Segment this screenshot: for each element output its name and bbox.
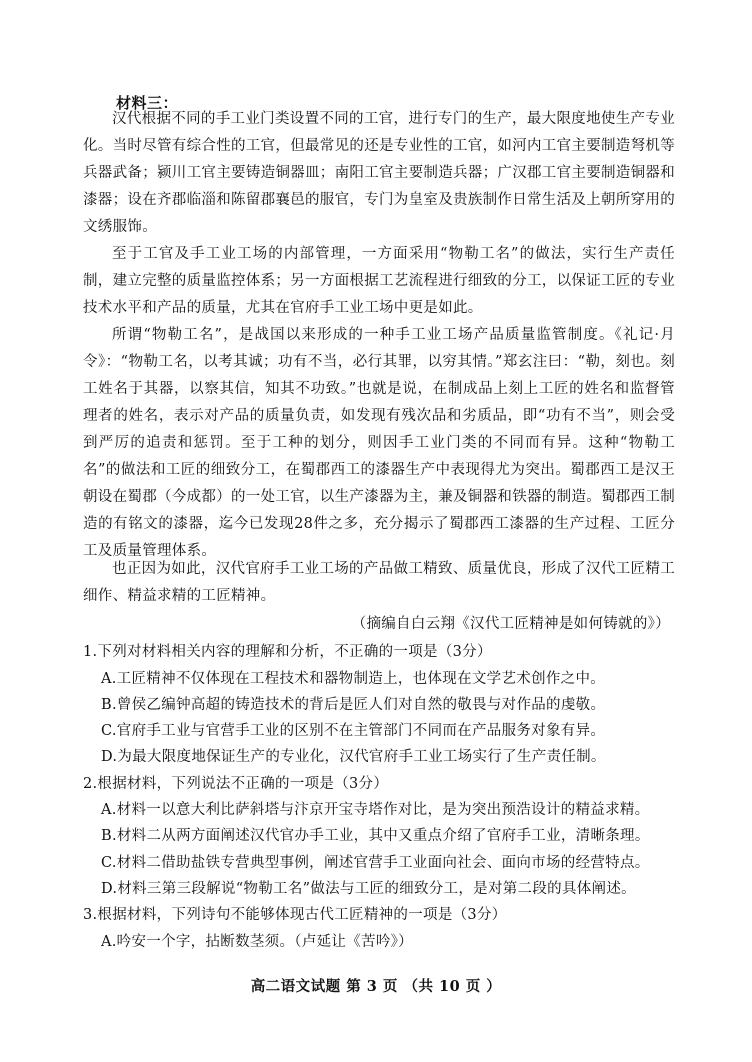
question-3-stem: 3.根据材料，下列诗句不能够体现古代工匠精神的一项是（3分） — [83, 907, 507, 923]
question-2-option-b: B.材料二从两方面阐述汉代官办手工业，其中又重点介绍了官府手工业，清晰条理。 — [101, 828, 650, 844]
paragraph-2: 至于工官及手工业工场的内部管理，一方面采用“物勒工名”的做法，实行生产责任制，建立完整的质量监控体系；另一方面根据工艺流程进行细致的分工，以保证工匠的专业技术水平和产品的质量，尤其在官府手工业工场中更是如此。 — [83, 246, 675, 316]
question-1-option-d: D.为最大限度地保证生产的专业化，汉代官府手工业工场实行了生产责任制。 — [101, 749, 606, 765]
question-1-option-c: C.官府手工业与官营手工业的区别不在主管部门不同而在产品服务对象有异。 — [101, 723, 606, 739]
question-2-option-a: A.材料一以意大利比萨斜塔与汴京开宝寺塔作对比，是为突出预浩设计的精益求精。 — [101, 802, 650, 818]
question-1-option-b: B.曾侯乙编钟高超的铸造技术的背后是匠人们对自然的敬畏与对作品的虔敬。 — [101, 697, 606, 713]
paragraph-3: 所谓“物勒工名”，是战国以来形成的一种手工业工场产品质量监管制度。《礼记·月令》：“物勒工名，以考其诚；功有不当，必行其罪，以穷其情。”郑玄注曰：“勒，刻也。刻工姓名于其器，以察其信，知其不功致。”也就是说，在制成品上刻上工匠的姓名和监督管理者的姓名，表示对产品的质量负责，如发现有残次品和劣质品，即“功有不当”，则会受到严厉的追责和惩罚。至于工种的划分，则因手工业门类的不同而有异。这种“物勒工名”的做法和工匠的细致分工，在蜀郡西工的漆器生产中表现得尤为突出。蜀郡西工是汉王朝设在蜀郡（今成都）的一处工官，以生产漆器为主，兼及铜器和铁器的制造。蜀郡西工制造的有铭文的漆器，迄今已发现28件之多，充分揭示了蜀郡西工漆器的生产过程、工匠分工及质量管理体系。 — [83, 327, 675, 559]
paragraph-4: 也正因为如此，汉代官府手工业工场的产品做工精致、质量优良，形成了汉代工匠精工细作、精益求精的工匠精神。 — [83, 561, 675, 604]
question-2-option-c: C.材料二借助盐铁专营典型事例，阐述官营手工业面向社会、面向市场的经营特点。 — [101, 855, 650, 871]
question-1-stem: 1.下列对材料相关内容的理解和分析，不正确的一项是（3分） — [83, 644, 492, 660]
paragraph-1: 汉代根据不同的手工业门类设置不同的工官，进行专门的生产，最大限度地使生产专业化。当时尽管有综合性的工官，但最常见的还是专业性的工官，如河内工官主要制造弩机等兵器武备；颍川工官主要铸造铜器皿；南阳工官主要制造兵器；广汉郡工官主要制造铜器和漆器；设在齐郡临淄和陈留郡襄邑的服官，专门为皇室及贵族制作日常生活及上朝所穿用的文绣服饰。 — [83, 111, 675, 235]
question-3-option-a: A.吟安一个字，拈断数茎须。（卢延让《苦吟》） — [101, 934, 413, 950]
page-footer: 高二语文试题 第 3 页 （共 10 页 ） — [250, 978, 502, 995]
question-1-option-a: A.工匠精神不仅体现在工程技术和器物制造上，也体现在文学艺术创作之中。 — [101, 671, 606, 687]
section-title: 材料三： — [116, 94, 179, 112]
source-citation: （摘编自白云翔《汉代工匠精神是如何铸就的》） — [351, 616, 670, 632]
question-2-option-d: D.材料三第三段解说“物勒工名”做法与工匠的细致分工，是对第二段的具体阐述。 — [101, 881, 636, 897]
question-2-stem: 2.根据材料，下列说法不正确的一项是（3分） — [83, 776, 389, 792]
